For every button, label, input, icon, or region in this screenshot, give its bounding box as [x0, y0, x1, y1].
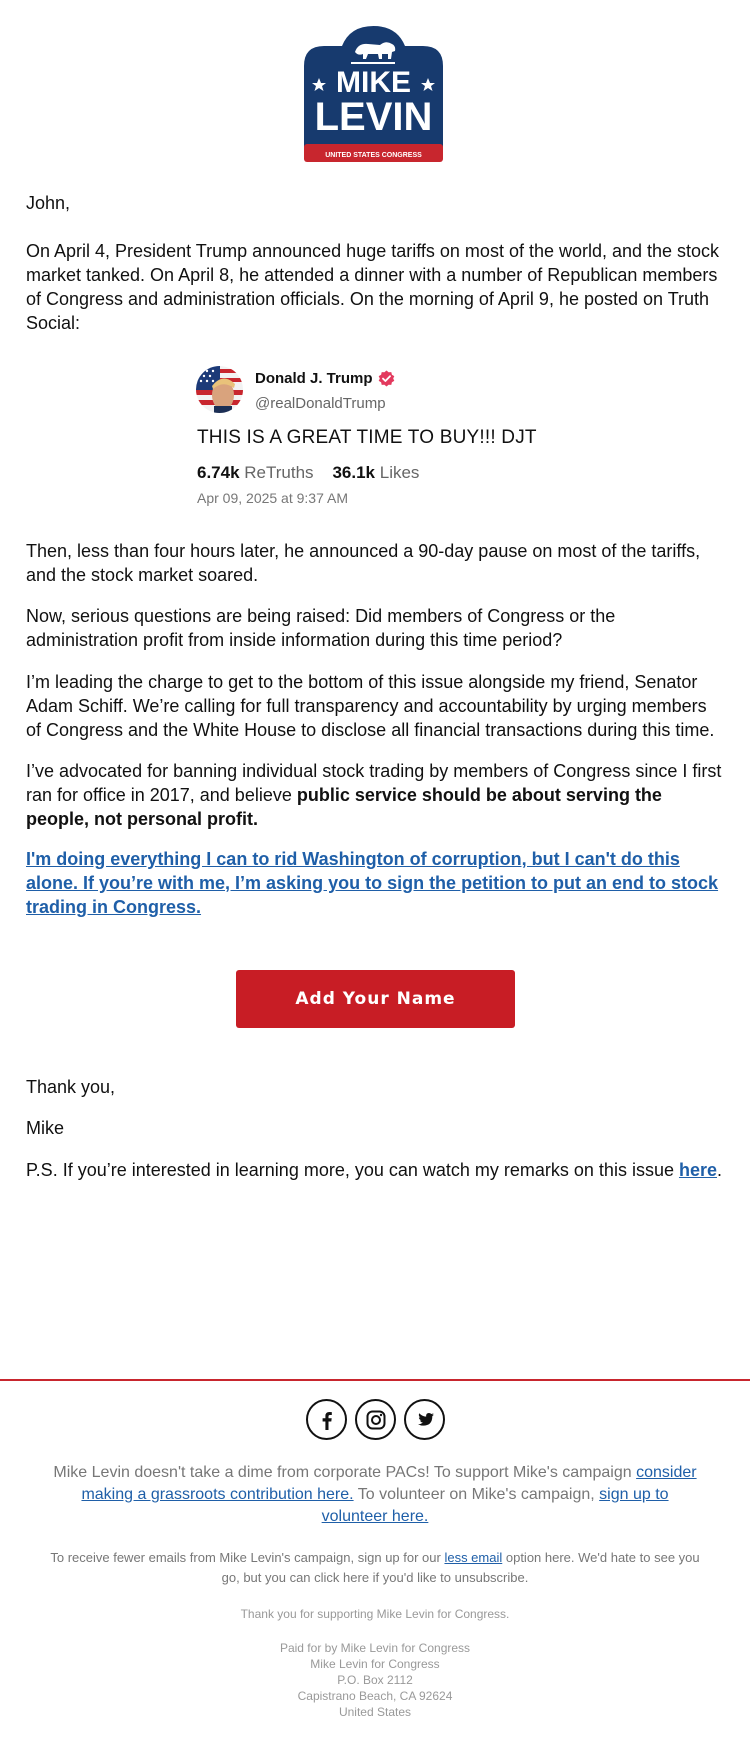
logo-line2: LEVIN [314, 95, 433, 139]
signoff-name: Mike [26, 1118, 65, 1138]
paragraph-leading-charge: I’m leading the charge to get to the bottom of this issue alongside my friend, Senator Adam Schiff. We’re calling for full transparency and accountability by urging members of Congress and the White House to disclose all financial transactions during this time. [26, 672, 715, 740]
footer-divider [0, 1379, 750, 1381]
author-name: Donald J. Trump [255, 370, 373, 387]
author-avatar [196, 366, 243, 413]
facebook-icon[interactable] [306, 1399, 347, 1440]
likes-label: Likes [379, 463, 420, 482]
ps-here-link[interactable]: here [678, 1160, 717, 1180]
verified-badge-icon [378, 370, 395, 387]
paragraph-stock-ban [26, 759, 726, 831]
post-stats [197, 463, 419, 483]
paragraph-tariff-pause: Then, less than four hours later, he announced a 90-day pause on most of the tariffs, and the stock market soared. [26, 541, 701, 585]
pac-text-1: Mike Levin doesn't take a dime from corporate PACs! To support Mike's campaign [53, 1464, 637, 1481]
volunteer-link[interactable]: sign up to volunteer here. [321, 1486, 669, 1525]
city-state-zip: Capistrano Beach, CA 92624 [297, 1689, 453, 1703]
paid-for: Paid for by Mike Levin for Congress [279, 1641, 471, 1655]
footer-email-preferences [50, 1548, 700, 1588]
intro-paragraph: On April 4, President Trump announced huge tariffs on most of the world, and the stock market tanked. On April 8, he attended a dinner with a number of Republican members of Congress and administration officials. On the morning of April 9, he posted on Truth Social: [26, 241, 720, 333]
post-text: THIS IS A GREAT TIME TO BUY!!! DJT [197, 427, 537, 448]
ps-text: P.S. If you’re interested in learning more, you can watch my remarks on this issue [26, 1160, 679, 1180]
retruths-count: 6.74k [197, 463, 240, 482]
author-handle: @realDonaldTrump [255, 395, 386, 412]
paragraph-questions: Now, serious questions are being raised: Did members of Congress or the administration profit from inside information during this time period? [26, 606, 616, 650]
ps-period: . [717, 1160, 723, 1180]
footer-disclaimer [50, 1640, 700, 1720]
logo-line1: MIKE [336, 66, 411, 99]
twitter-icon[interactable] [404, 1399, 445, 1440]
instagram-icon[interactable] [355, 1399, 396, 1440]
postscript [26, 1158, 726, 1182]
add-your-name-button[interactable]: Add Your Name [236, 970, 515, 1028]
petition-link[interactable]: I'm doing everything I can to rid Washington of corruption, but I can't do this alone. If you’re with me, I’m asking you to sign the petition to put an end to stock trading in Congress. [26, 849, 719, 917]
po-box: P.O. Box 2112 [337, 1673, 413, 1687]
pac-text-2: To volunteer on Mike's campaign, [353, 1486, 600, 1503]
greeting: John, [26, 193, 71, 213]
contribute-link[interactable]: consider making a grassroots contribution here. [81, 1464, 697, 1503]
footer-pac-text [50, 1462, 700, 1528]
retruths-label: ReTruths [244, 463, 314, 482]
country: United States [338, 1705, 412, 1719]
less-email-link[interactable]: less email [444, 1550, 503, 1565]
thank-you: Thank you, [26, 1077, 116, 1097]
footer-thanks: Thank you for supporting Mike Levin for Congress. [240, 1607, 510, 1621]
org-name: Mike Levin for Congress [310, 1657, 440, 1671]
stock-ban-bold: public service should be about serving the people, not personal profit. [26, 785, 662, 829]
likes-count: 36.1k [332, 463, 376, 482]
fewer-text-2: option here. We'd hate to see you go, but you can click here if you'd like to unsubscribe. [221, 1550, 700, 1585]
fewer-text-1: To receive fewer emails from Mike Levin's campaign, sign up for our [50, 1550, 445, 1565]
post-date: Apr 09, 2025 at 9:37 AM [197, 490, 348, 506]
stock-ban-text: I’ve advocated for banning individual stock trading by members of Congress since I first ran for office in 2017, and believe [26, 761, 722, 805]
campaign-logo [302, 26, 445, 163]
petition-paragraph [26, 847, 726, 919]
logo-banner: UNITED STATES CONGRESS [325, 152, 422, 159]
